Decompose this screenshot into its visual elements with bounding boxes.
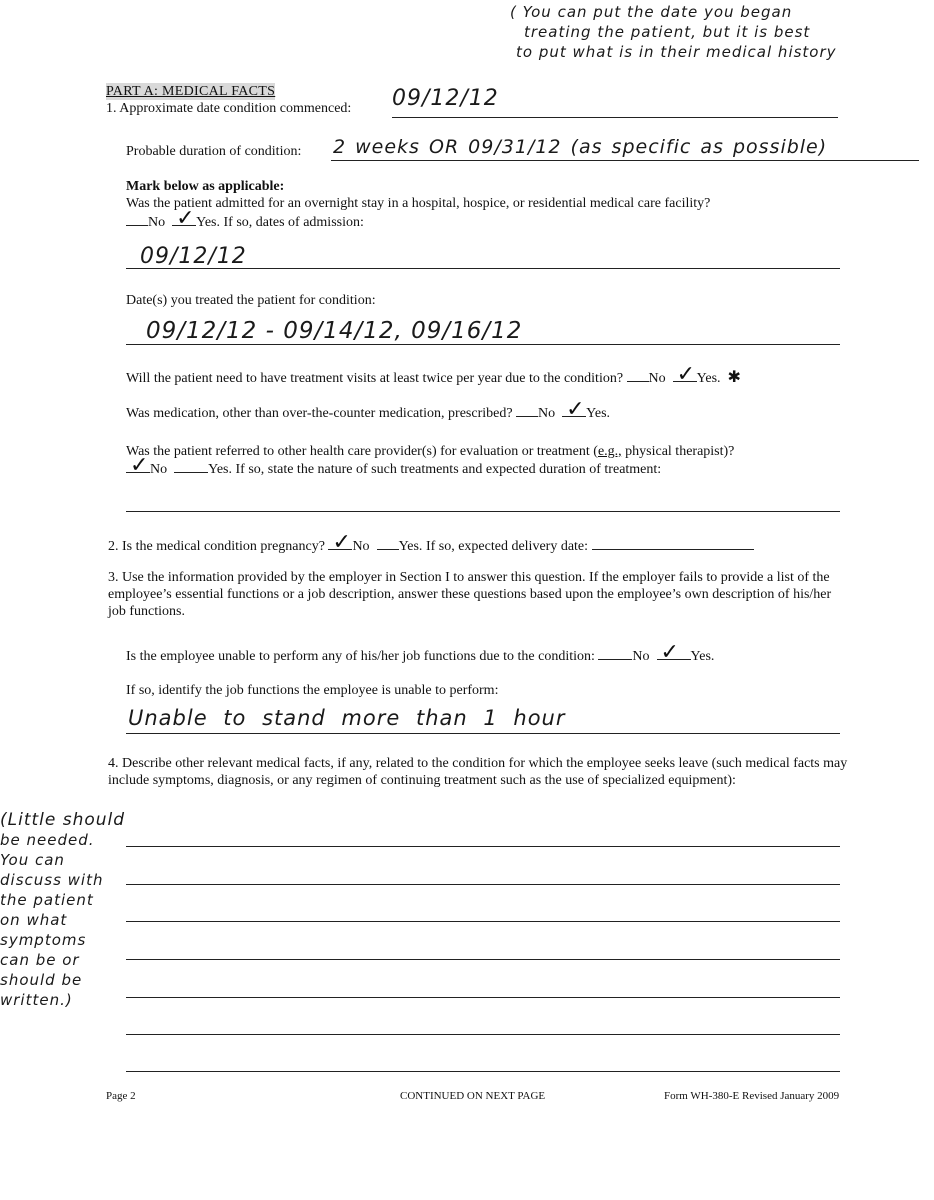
check-icon: ✓ xyxy=(676,362,696,387)
side-note-line: written.) xyxy=(0,991,73,1009)
footer-continued: CONTINUED ON NEXT PAGE xyxy=(400,1090,546,1102)
referred-followup: If so, state the nature of such treatments and expected duration of treatment: xyxy=(235,462,662,477)
duration-underline xyxy=(331,160,919,161)
q4-line[interactable] xyxy=(126,1034,840,1035)
q3-text: 3. Use the information provided by the employer in Section I to answer this question. If the employer fails to provide a list of the employee’s essential functions or a job description, answer these questions based upon the employee’s own description of his/her job functions. xyxy=(108,570,832,619)
medication-no-label: No xyxy=(538,406,556,421)
side-note-line: on what xyxy=(0,911,68,929)
q2-yes-blank[interactable] xyxy=(377,536,399,550)
q2-no-blank[interactable] xyxy=(328,530,352,555)
q1-value[interactable]: 09/12/12 xyxy=(392,86,499,111)
side-note-line: be needed. xyxy=(0,831,95,849)
referred-no-label: No xyxy=(150,462,168,477)
visits-no-label: No xyxy=(648,371,666,386)
q2-label: 2. Is the medical condition pregnancy? xyxy=(108,539,325,554)
q4-line[interactable] xyxy=(126,846,840,847)
q3-identify: If so, identify the job functions the employee is unable to perform: xyxy=(126,683,499,698)
side-note-line: the patient xyxy=(0,891,94,909)
referred-question xyxy=(126,443,734,460)
referred-yes-blank[interactable] xyxy=(174,459,208,473)
visits-yes-label: Yes. xyxy=(696,371,721,386)
side-note-line: symptoms xyxy=(0,931,87,949)
mark-heading: Mark below as applicable: xyxy=(126,179,285,194)
q3-no-label: No xyxy=(632,649,650,664)
q2-followup: If so, expected delivery date: xyxy=(425,539,589,554)
duration-label: Probable duration of condition: xyxy=(126,144,302,159)
referred-text-start: Was the patient referred to other health care provider(s) for evaluation or treatment ( xyxy=(126,444,598,459)
overnight-answer-row xyxy=(126,206,364,231)
check-icon: ✓ xyxy=(660,640,679,665)
q4-line[interactable] xyxy=(126,884,840,885)
q3-unable-row xyxy=(126,640,715,665)
side-note-line: can be or xyxy=(0,951,80,969)
overnight-no-blank[interactable] xyxy=(126,212,148,226)
q3-underline xyxy=(126,733,840,734)
asterisk-icon: ✱ xyxy=(727,369,741,386)
referred-eg: e.g., xyxy=(597,444,622,459)
treated-value[interactable]: 09/12/12 - 09/14/12, 09/16/12 xyxy=(146,318,523,344)
q3-no-blank[interactable] xyxy=(598,646,632,660)
q4-line[interactable] xyxy=(126,959,840,960)
side-note-line: should be xyxy=(0,971,83,989)
check-icon: ✓ xyxy=(332,530,351,555)
q4-line[interactable] xyxy=(126,921,840,922)
admission-underline xyxy=(126,268,840,269)
visits-no-blank[interactable] xyxy=(627,368,649,382)
footer-form: Form WH-380-E Revised January 2009 xyxy=(664,1090,840,1102)
q4-line[interactable] xyxy=(126,997,840,998)
medication-yes-blank[interactable] xyxy=(562,397,586,422)
top-note-line-3: to put what is in their medical history xyxy=(516,43,837,61)
treated-label: Date(s) you treated the patient for condition: xyxy=(126,293,376,308)
side-note xyxy=(0,810,125,1010)
q1-row xyxy=(106,100,351,117)
overnight-question: Was the patient admitted for an overnight stay in a hospital, hospice, or residential medical care facility? xyxy=(126,196,711,211)
medication-row xyxy=(126,397,611,422)
q3-unable-question: Is the employee unable to perform any of his/her job functions due to the condition: xyxy=(126,649,595,664)
side-note-line: (Little should xyxy=(0,810,126,830)
visits-row xyxy=(126,362,741,387)
check-icon: ✓ xyxy=(176,206,195,231)
visits-question: Will the patient need to have treatment visits at least twice per year due to the condition? xyxy=(126,371,624,386)
q2-no-label: No xyxy=(352,539,370,554)
delivery-date-blank[interactable] xyxy=(592,536,754,550)
treated-underline xyxy=(126,344,840,345)
referred-text-end: physical therapist)? xyxy=(621,444,735,459)
admission-value[interactable]: 09/12/12 xyxy=(140,244,247,269)
side-note-line: discuss with xyxy=(0,871,104,889)
check-icon: ✓ xyxy=(130,453,149,478)
q3-yes-label: Yes. xyxy=(690,649,715,664)
q3-value[interactable]: Unable to stand more than 1 hour xyxy=(128,706,566,730)
check-icon: ✓ xyxy=(566,397,585,422)
q3-yes-blank[interactable] xyxy=(657,640,691,665)
top-note xyxy=(510,2,837,62)
duration-value[interactable]: 2 weeks OR 09/31/12 (as specific as possible) xyxy=(333,136,828,158)
q2-yes-label: Yes. xyxy=(398,539,423,554)
medication-yes-label: Yes. xyxy=(586,406,611,421)
side-note-line: You can xyxy=(0,851,65,869)
medication-no-blank[interactable] xyxy=(516,403,538,417)
overnight-yes-label: Yes. xyxy=(196,215,220,230)
referred-underline xyxy=(126,511,840,512)
referred-yes-label: Yes. xyxy=(208,462,232,477)
overnight-no-label: No xyxy=(148,215,166,230)
admission-text: If so, dates of admission: xyxy=(223,215,364,230)
referred-no-blank[interactable] xyxy=(126,453,150,478)
top-note-line-2: treating the patient, but it is best xyxy=(524,23,811,41)
q4-text: 4. Describe other relevant medical facts, if any, related to the condition for which the employee seeks leave (such medical facts may include symptoms, diagnosis, or any regimen of continuing treatment such as the use of specialized equipment): xyxy=(108,756,848,788)
q1-underline xyxy=(392,117,838,118)
part-a-heading: PART A: MEDICAL FACTS xyxy=(106,84,276,99)
top-note-line-1: ( You can put the date you began xyxy=(510,3,793,21)
overnight-yes-blank[interactable] xyxy=(172,206,196,231)
q4-line[interactable] xyxy=(126,1071,840,1072)
q2-row xyxy=(108,530,754,555)
footer-page: Page 2 xyxy=(106,1090,136,1102)
q1-label: 1. Approximate date condition commenced: xyxy=(106,101,352,116)
visits-yes-blank[interactable] xyxy=(673,362,697,387)
medication-question: Was medication, other than over-the-counter medication, prescribed? xyxy=(126,406,513,421)
referred-answer-row xyxy=(126,453,662,478)
